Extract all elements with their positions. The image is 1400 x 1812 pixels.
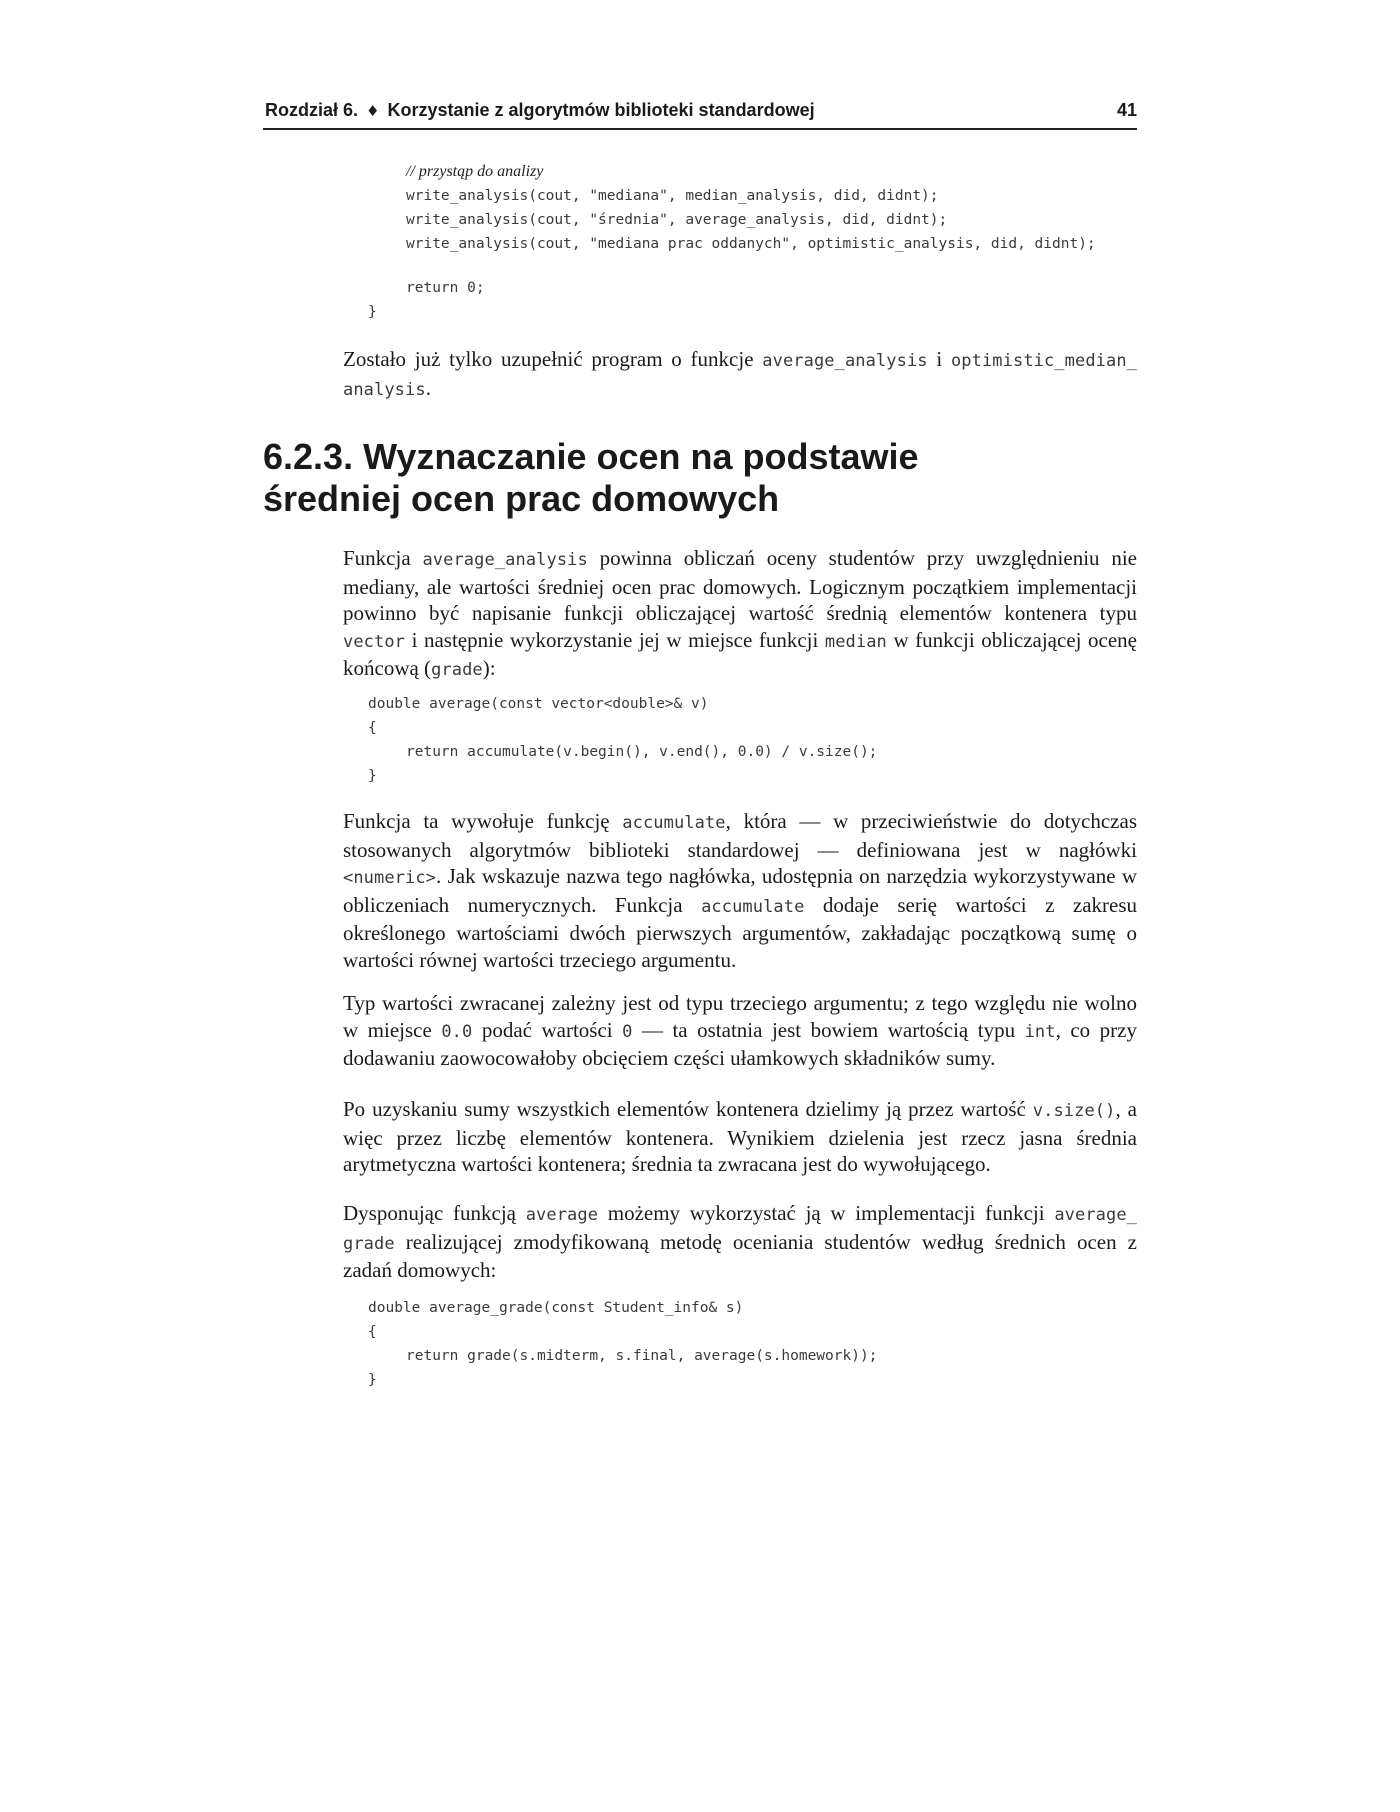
code-line: }	[368, 768, 377, 784]
diamond-separator-icon: ♦	[366, 102, 380, 120]
section-heading-line: 6.2.3. Wyznaczanie ocen na podstawie	[263, 436, 919, 477]
code-line: return grade(s.midterm, s.final, average(s.homework));	[406, 1348, 878, 1364]
code-line: return accumulate(v.begin(), v.end(), 0.0) / v.size();	[406, 744, 878, 760]
paragraph: Typ wartości zwracanej zależny jest od typu trzeciego argumentu; z tego względu nie wolno w miejsce 0.0 podać wartości 0 — ta ostatnia jest bowiem wartością typu int, co przy dodawaniu zaowocowałoby obcięciem części ułamkowych składników sumy.	[343, 991, 1137, 1070]
code-line: write_analysis(cout, "średnia", average_analysis, did, didnt);	[406, 212, 948, 228]
running-header	[263, 98, 1137, 130]
section-heading	[263, 436, 1063, 520]
code-line: double average(const vector<double>& v)	[368, 696, 709, 712]
code-line: write_analysis(cout, "mediana prac oddanych", optimistic_analysis, did, didnt);	[406, 236, 1096, 252]
code-line: {	[368, 720, 377, 736]
code-line: }	[368, 1372, 377, 1388]
paragraph: Dysponując funkcją average możemy wykorzystać ją w implementacji funkcji average_ grade realizującej zmodyfikowaną metodę oceniania studentów według średnich ocen z zadań domowych:	[343, 1201, 1137, 1282]
header-title	[265, 100, 815, 121]
code-line: double average_grade(const Student_info& s)	[368, 1300, 744, 1316]
code-line: return 0;	[406, 280, 485, 296]
chapter-label: Rozdział 6.	[265, 100, 359, 120]
chapter-title: Korzystanie z algorytmów biblioteki standardowej	[387, 100, 815, 120]
code-line: write_analysis(cout, "mediana", median_analysis, did, didnt);	[406, 188, 939, 204]
section-heading-line: średniej ocen prac domowych	[263, 478, 780, 519]
code-line: {	[368, 1324, 377, 1340]
paragraph: Po uzyskaniu sumy wszystkich elementów kontenera dzielimy ją przez wartość v.size(), a więc przez liczbę elementów kontenera. Wynikiem dzielenia jest rzecz jasna średnia arytmetyczna wartości kontenera; średnia ta zwracana jest do wywołującego.	[343, 1097, 1137, 1176]
code-comment: // przystąp do analizy	[406, 163, 544, 180]
page-number: 41	[1116, 100, 1137, 120]
paragraph: Funkcja ta wywołuje funkcję accumulate, która — w przeciwieństwie do dotychczas stosowanych algorytmów biblioteki standardowej — definiowana jest w nagłówki <numeric>. Jak wskazuje nazwa tego nagłówka, udostępnia on narzędzia wykorzystywane w obliczeniach numerycznych. Funkcja accumulate dodaje serię wartości z zakresu określonego wartościami dwóch pierwszych argumentów, zakładając początkową sumę o wartości równej wartości trzeciego argumentu.	[343, 809, 1138, 972]
code-line: }	[368, 304, 377, 320]
paragraph: Zostało już tylko uzupełnić program o funkcje average_analysis i optimistic_median_ analysis.	[343, 347, 1137, 400]
paragraph: Funkcja average_analysis powinna obliczań oceny studentów przy uwzględnieniu nie mediany, ale wartości średniej ocen prac domowych. Logicznym początkiem implementacji powinno być napisanie funkcji obliczającej wartość średnią elementów kontenera typu vector i następnie wykorzystanie jej w miejsce funkcji median w funkcji obliczającej ocenę końcową (grade):	[343, 546, 1137, 680]
